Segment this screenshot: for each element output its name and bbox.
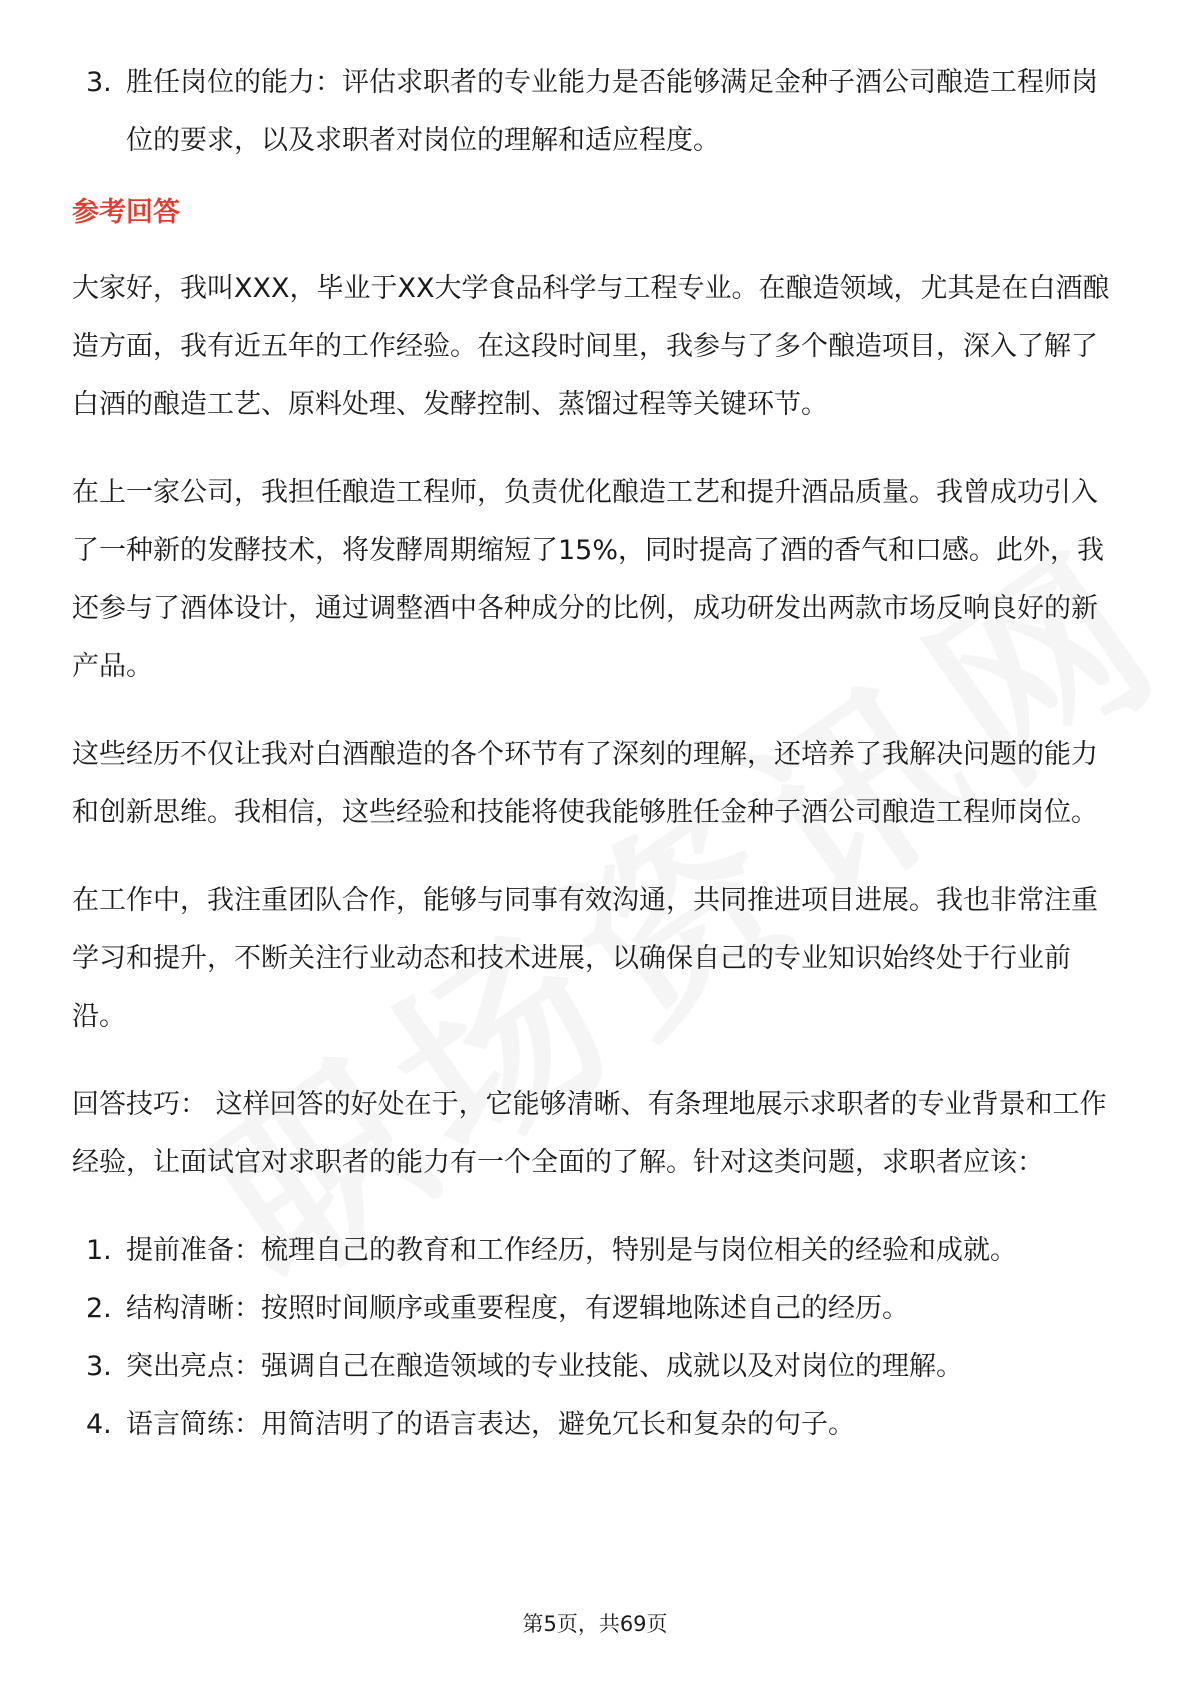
list-number: 3. bbox=[86, 67, 112, 98]
list-number: 2. bbox=[86, 1293, 112, 1324]
list-item bbox=[72, 1338, 1120, 1396]
list-item-text: 评估求职者的专业能力是否能够满足金种子酒公司酿造工程师岗位的要求，以及求职者对岗位的理解和适应程度。 bbox=[126, 67, 1098, 156]
list-item-text: 梳理自己的教育和工作经历，特别是与岗位相关的经验和成就。 bbox=[261, 1235, 1017, 1266]
paragraph: 这些经历不仅让我对白酒酿造的各个环节有了深刻的理解，还培养了我解决问题的能力和创新思维。我相信，这些经验和技能将使我能够胜任金种子酒公司酿造工程师岗位。 bbox=[72, 739, 1098, 828]
list-item-text: 按照时间顺序或重要程度，有逻辑地陈述自己的经历。 bbox=[261, 1293, 909, 1324]
tips-list bbox=[72, 1222, 1120, 1454]
tips-paragraph: 回答技巧： 这样回答的好处在于，它能够清晰、有条理地展示求职者的专业背景和工作经验，让面试官对求职者的能力有一个全面的了解。针对这类问题，求职者应该： bbox=[72, 1089, 1107, 1178]
list-item-label: 突出亮点： bbox=[126, 1351, 261, 1382]
list-item bbox=[72, 1222, 1120, 1280]
list-number: 1. bbox=[86, 1235, 112, 1266]
paragraph: 在上一家公司，我担任酿造工程师，负责优化酿造工艺和提升酒品质量。我曾成功引入了一种新的发酵技术，将发酵周期缩短了15%，同时提高了酒的香气和口感。此外，我还参与了酒体设计，通过调整酒中各种成分的比例，成功研发出两款市场反响良好的新产品。 bbox=[72, 477, 1105, 682]
list-item bbox=[72, 1280, 1120, 1338]
list-number: 3. bbox=[86, 1351, 112, 1382]
list-item bbox=[72, 54, 1120, 170]
list-number: 4. bbox=[86, 1409, 112, 1440]
ability-list bbox=[72, 54, 1120, 170]
list-item-text: 强调自己在酿造领域的专业技能、成就以及对岗位的理解。 bbox=[261, 1351, 963, 1382]
list-item-label: 结构清晰： bbox=[126, 1293, 261, 1324]
list-item-text: 用简洁明了的语言表达，避免冗长和复杂的句子。 bbox=[261, 1409, 855, 1440]
list-item bbox=[72, 1396, 1120, 1454]
page-content bbox=[72, 54, 1120, 1454]
list-item-label: 提前准备： bbox=[126, 1235, 261, 1266]
page-footer: 第5页，共69页 bbox=[522, 1612, 668, 1636]
paragraph: 大家好，我叫XXX，毕业于XX大学食品科学与工程专业。在酿造领域，尤其是在白酒酿造方面，我有近五年的工作经验。在这段时间里，我参与了多个酿造项目，深入了解了白酒的酿造工艺、原料处理、发酵控制、蒸馏过程等关键环节。 bbox=[72, 273, 1110, 420]
list-item-label: 语言简练： bbox=[126, 1409, 261, 1440]
list-item-label: 胜任岗位的能力： bbox=[126, 67, 342, 98]
section-heading: 参考回答 bbox=[72, 197, 180, 228]
paragraph: 在工作中，我注重团队合作，能够与同事有效沟通，共同推进项目进展。我也非常注重学习和提升，不断关注行业动态和技术进展，以确保自己的专业知识始终处于行业前沿。 bbox=[72, 885, 1098, 1032]
